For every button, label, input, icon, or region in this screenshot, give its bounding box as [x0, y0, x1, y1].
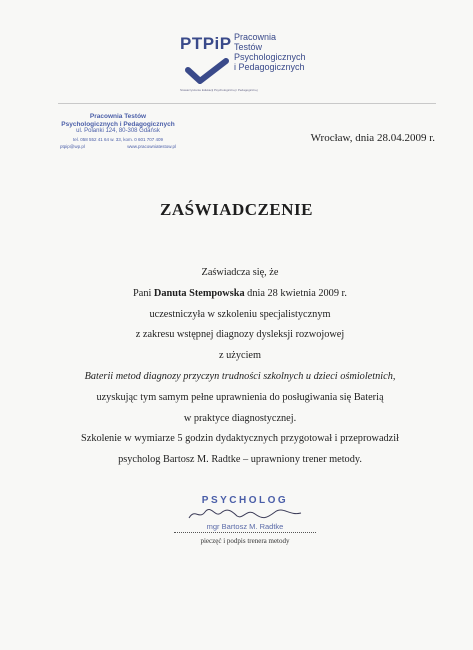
- logo-line: Pracownia: [234, 32, 277, 42]
- body-line-method-title: Baterii metod diagnozy przyczyn trudności szkolnych u dzieci ośmioletnich,: [84, 370, 396, 382]
- stamp-contact-row: [58, 143, 178, 151]
- participant-date: dnia 28 kwietnia 2009 r.: [244, 287, 347, 299]
- stamp-line: Pracownia Testów: [89, 113, 147, 120]
- checkmark-icon: [184, 58, 230, 84]
- trainer-name-stamp: mgr Bartosz M. Radtke: [174, 522, 316, 533]
- handwritten-signature: [185, 506, 305, 522]
- logo-line: i Pedagogicznych: [234, 62, 305, 72]
- certificate-body: [40, 263, 440, 471]
- body-line-participant: [40, 284, 440, 305]
- place-date: Wrocław, dnia 28.04.2009 r.: [310, 132, 435, 144]
- header-divider: [58, 103, 436, 104]
- body-line: w praktyce diagnostycznej.: [183, 412, 297, 424]
- logo-wordmark: PTPiP: [180, 34, 232, 53]
- stamp-phone: tel. 058 552 41 64 w. 33, kom. 0 601 707 409: [72, 136, 164, 142]
- stamp-website: www.pracowniatestow.pl: [127, 144, 176, 149]
- body-line: Zaświadcza się, że: [201, 267, 279, 278]
- body-line: uzyskując tym samym pełne uprawnienia do posługiwania się Baterią: [96, 391, 384, 403]
- signature-caption: pieczęć i podpis trenera metody: [200, 537, 290, 545]
- logo-org-name: [234, 32, 306, 72]
- participant-prefix: Pani: [133, 287, 154, 299]
- stamp-line: Psychologicznych i Pedagogicznych: [61, 120, 175, 128]
- ptpip-logo: [180, 26, 330, 96]
- body-line: psycholog Bartosz M. Radtke – uprawniony trener metody.: [118, 454, 362, 466]
- logo-line: Testów: [234, 42, 263, 52]
- document-title: ZAŚWIADCZENIE: [160, 200, 313, 219]
- body-line: Szkolenie w wymiarze 5 godzin dydaktycznych przygotował i przeprowadził: [81, 433, 399, 445]
- participant-name: Danuta Stempowska: [153, 287, 245, 299]
- body-line: z użyciem: [218, 350, 262, 362]
- body-line: z zakresu wstępnej diagnozy dysleksji rozwojowej: [135, 329, 345, 341]
- logo-line: Psychologicznych: [234, 52, 306, 62]
- stamp-email: ptpip@wp.pl: [60, 144, 85, 149]
- body-line: uczestniczyła w szkoleniu specjalistycznym: [149, 308, 331, 320]
- signature-stamp-label: PSYCHOLOG: [201, 495, 289, 506]
- organization-stamp: [58, 113, 178, 151]
- trainer-signature-block: [170, 495, 320, 545]
- stamp-line: ul. Polanki 124, 80-308 Gdańsk: [76, 128, 160, 134]
- logo-tagline: Stowarzyszenie Edukacji Psychologicznej i Pedagogicznej: [180, 88, 258, 92]
